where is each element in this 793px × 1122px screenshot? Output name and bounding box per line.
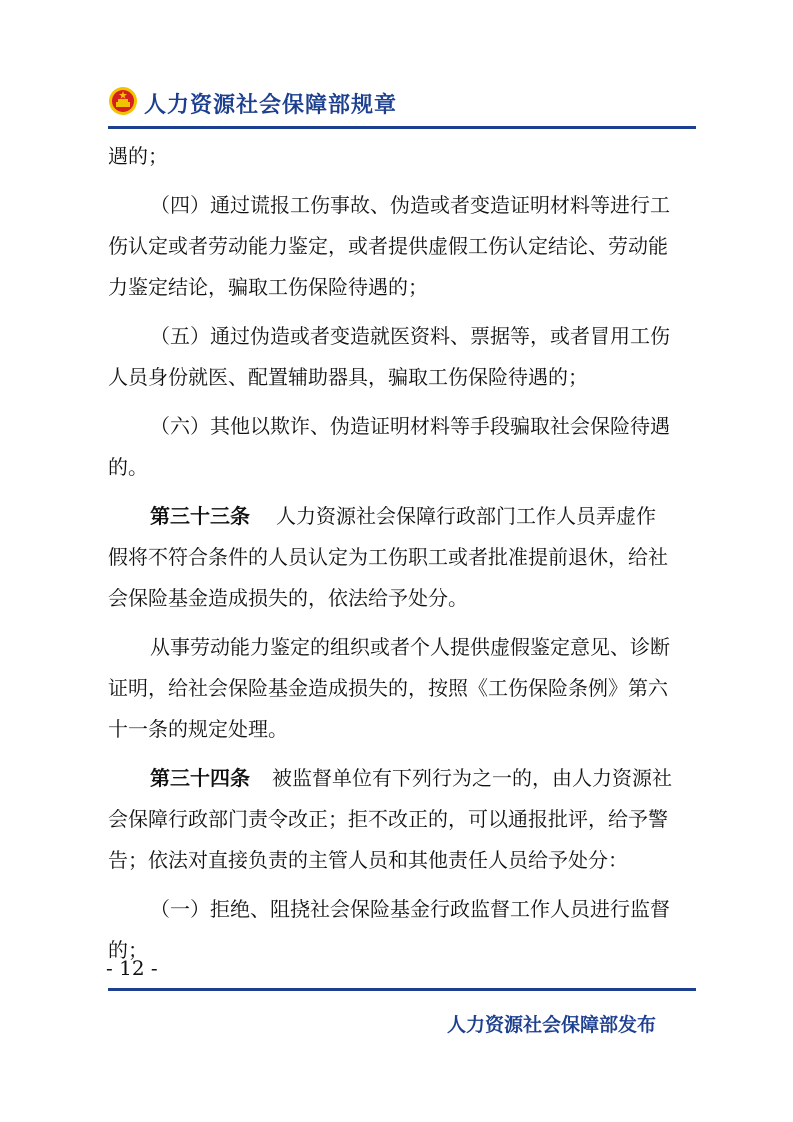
text-line: 告；依法对直接负责的主管人员和其他责任人员给予处分：	[108, 848, 628, 872]
text-line: 会保障行政部门责令改正；拒不改正的，可以通报批评，给予警	[108, 807, 668, 831]
article-33-line	[108, 496, 696, 537]
line-text: 人力资源社会保障行政部门工作人员弄虚作	[276, 504, 656, 528]
text-line: （五）通过伪造或者变造就医资料、票据等，或者冒用工伤	[150, 324, 670, 348]
line-text: （四）通过谎报工伤事故、伪造或者变造证明材料等进行工	[150, 193, 670, 217]
text-line	[108, 185, 696, 226]
text-line: 从事劳动能力鉴定的组织或者个人提供虚假鉴定意见、诊断	[150, 635, 670, 659]
page-header	[108, 82, 698, 130]
article-34-label: 第三十四条	[150, 766, 250, 790]
text-line: 十一条的规定处理。	[108, 717, 288, 741]
text-line: 假将不符合条件的人员认定为工伤职工或者批准提前退休，给社	[108, 545, 668, 569]
publisher-label: 人力资源社会保障部发布	[447, 1014, 657, 1036]
text-line: 的。	[108, 455, 148, 479]
text-line: （一）拒绝、阻挠社会保险基金行政监督工作人员进行监督	[150, 897, 670, 921]
header-title: 人力资源社会保障部规章	[144, 93, 398, 118]
footer-divider	[108, 988, 696, 991]
text-line: （六）其他以欺诈、伪造证明材料等手段骗取社会保险待遇	[150, 414, 670, 438]
article-33-label: 第三十三条	[150, 504, 250, 528]
line-text: 被监督单位有下列行为之一的，由人力资源社	[272, 766, 672, 790]
line-text: 伤认定或者劳动能力鉴定，或者提供虚假工伤认定结论、劳动能	[108, 234, 668, 258]
text-line	[108, 226, 696, 267]
text-line: 遇的；	[108, 144, 168, 168]
page-number: - 12 -	[106, 956, 158, 980]
text-line: 人员身份就医、配置辅助器具，骗取工伤保险待遇的；	[108, 365, 588, 389]
document-body	[108, 136, 696, 971]
text-line: 会保险基金造成损失的，依法给予处分。	[108, 586, 468, 610]
national-emblem-icon	[108, 86, 138, 116]
text-line: 力鉴定结论，骗取工伤保险待遇的；	[108, 275, 428, 299]
text-line: 的；	[108, 938, 148, 962]
text-line: 证明，给社会保险基金造成损失的，按照《工伤保险条例》第六	[108, 676, 668, 700]
article-34-line	[108, 758, 696, 799]
header-divider	[108, 126, 696, 129]
